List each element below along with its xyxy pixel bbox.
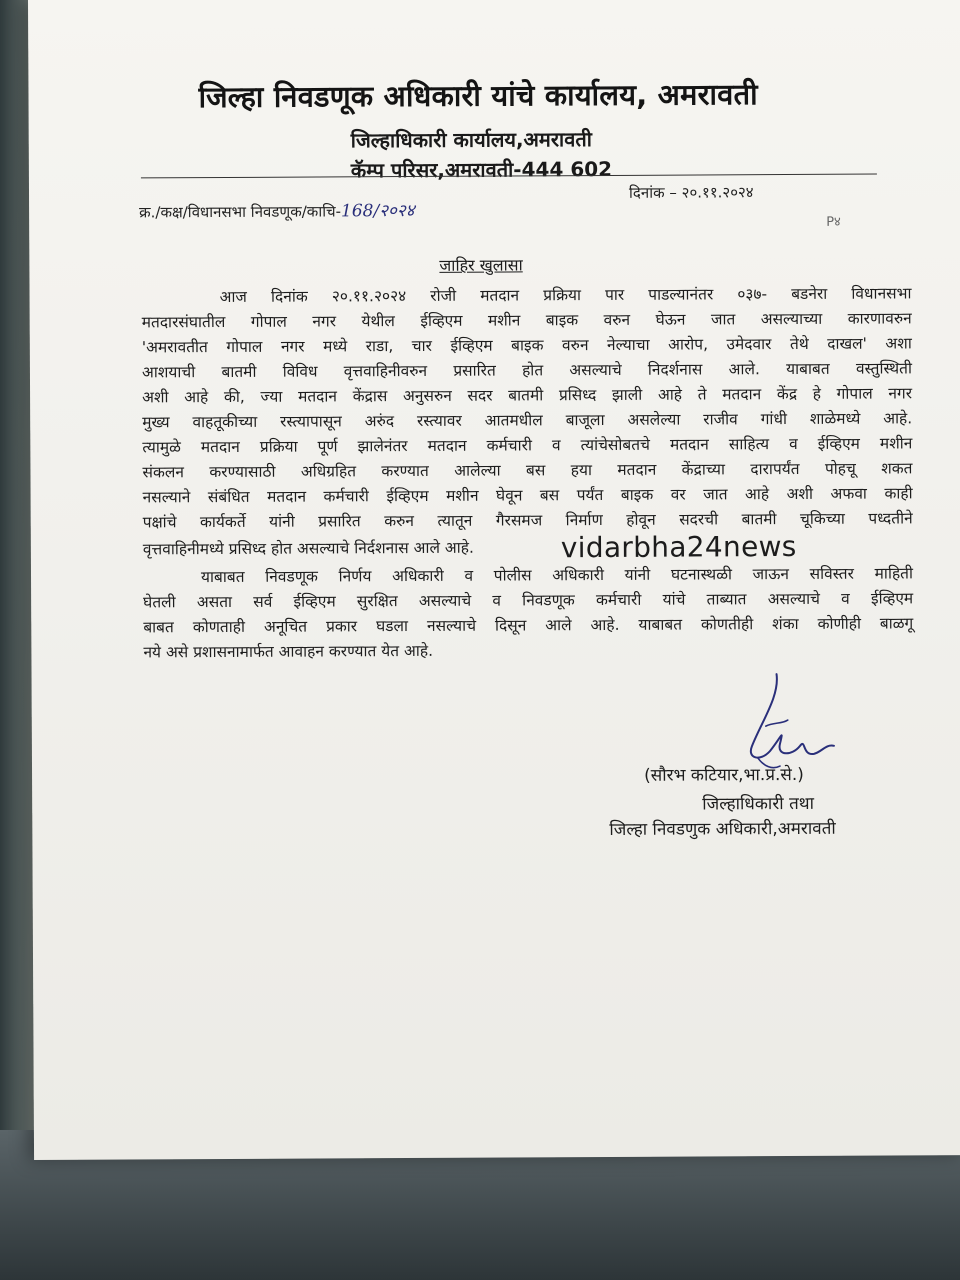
- body-line: आशयाची बातमी विविध वृत्तवाहिनीवरुन प्रसारित होत असल्याचे निदर्शनास आले. याबाबत वस्तुस्थिती: [141, 359, 912, 382]
- body-line: 'अमरावतीत गोपाल नगर मध्ये राडा, चार ईव्हिएम बाइक वरुन नेल्याचा आरोप, उमेदवार तेथे दाखल' अशा: [141, 334, 912, 357]
- watermark-text: vidarbha24news: [560, 529, 797, 565]
- reference-number: [139, 198, 415, 222]
- body-line: अशी आहे की, ज्या मतदान केंद्रास अनुसरुन सदर बातमी प्रसिध्द झाली आहे ते मतदान केंद्र हे गोपाल नगर: [142, 384, 913, 407]
- signatory-role-line1: जिल्हाधिकारी तथा: [702, 793, 815, 815]
- office-subtitle: जिल्हाधिकारी कार्यालय,अमरावती: [350, 127, 592, 153]
- page-code: P४: [826, 214, 841, 230]
- body-line: बाबत कोणताही अनूचित प्रकार घडला नसल्याचे दिसून आले आहे. याबाबत कोणतीही शंका कोणीही बाळगू: [143, 614, 914, 637]
- document-page: [28, 0, 960, 1160]
- reference-prefix: क्र./कक्ष/विधानसभा निवडणूक/काचि-: [139, 202, 342, 222]
- body-line: मतदारसंघातील गोपाल नगर येथील ईव्हिएम मशीन बाइक वरुन घेऊन जात असल्याच्या कारणावरुन: [141, 309, 912, 332]
- office-address: कॅम्प परिसर,अमरावती-444 602: [350, 156, 613, 183]
- body-line: संकलन करण्यासाठी अधिग्रहित करण्यात आलेल्या बस हया मतदान केंद्राच्या दारापर्यंत पोहचू शकत: [142, 459, 913, 482]
- body-line: पक्षांचे कार्यकर्ते यांनी प्रसारित करुन त्यातून गैरसमज निर्माण होवून सदरची बातमी चूकिच्या पध्दतीने: [142, 509, 913, 532]
- notice-heading: जाहिर खुलासा: [439, 255, 523, 275]
- body-line: नये असे प्रशासनामार्फत आवाहन करण्यात येत आहे.: [143, 641, 434, 662]
- document-date: दिनांक – २०.११.२०२४: [628, 183, 754, 202]
- body-line: याबाबत निवडणूक निर्णय अधिकारी व पोलीस अधिकारी यांनी घटनास्थळी जाऊन सविस्तर माहिती: [200, 564, 914, 587]
- office-title: जिल्हा निवडणूक अधिकारी यांचे कार्यालय, अमरावती: [198, 77, 758, 115]
- signature-scribble: [721, 666, 862, 777]
- body-line: त्यामुळे मतदान प्रक्रिया पूर्ण झालेनंतर मतदान कर्मचारी व त्यांचेसोबतचे मतदान साहित्य व ईव्हिएम मशीन: [142, 434, 913, 457]
- body-line: आज दिनांक २०.११.२०२४ रोजी मतदान प्रक्रिया पार पाडल्यानंतर ०३७- बडनेरा विधानसभा: [219, 284, 912, 307]
- signatory-role-line2: जिल्हा निवडणुक अधिकारी,अमरावती: [609, 818, 836, 840]
- body-line: नसल्याने संबंधित मतदान कर्मचारी ईव्हिएम मशीन घेवून बस पर्यंत बाइक वर जात आहे अशी अफवा काही: [142, 484, 913, 507]
- body-line: मुख्य वाहतूकीच्या रस्त्यापासून अरुंद रस्त्यावर आतमधील बाजूला असलेल्या राजीव गांधी शाळेमध्ये आहे.: [142, 409, 913, 432]
- body-line: घेतली असता सर्व ईव्हिएम सुरक्षित असल्याचे व निवडणूक कर्मचारी यांचे ताब्यात असल्याचे व ईव्हिएम: [143, 589, 914, 612]
- signatory-name: (सौरभ कटियार,भा.प्र.से.): [644, 764, 804, 786]
- reference-handwritten-number: 168/२०२४: [340, 200, 415, 222]
- body-line: वृत्तवाहिनीमध्ये प्रसिध्द होत असल्याचे निर्दशनास आले आहे.: [142, 538, 474, 559]
